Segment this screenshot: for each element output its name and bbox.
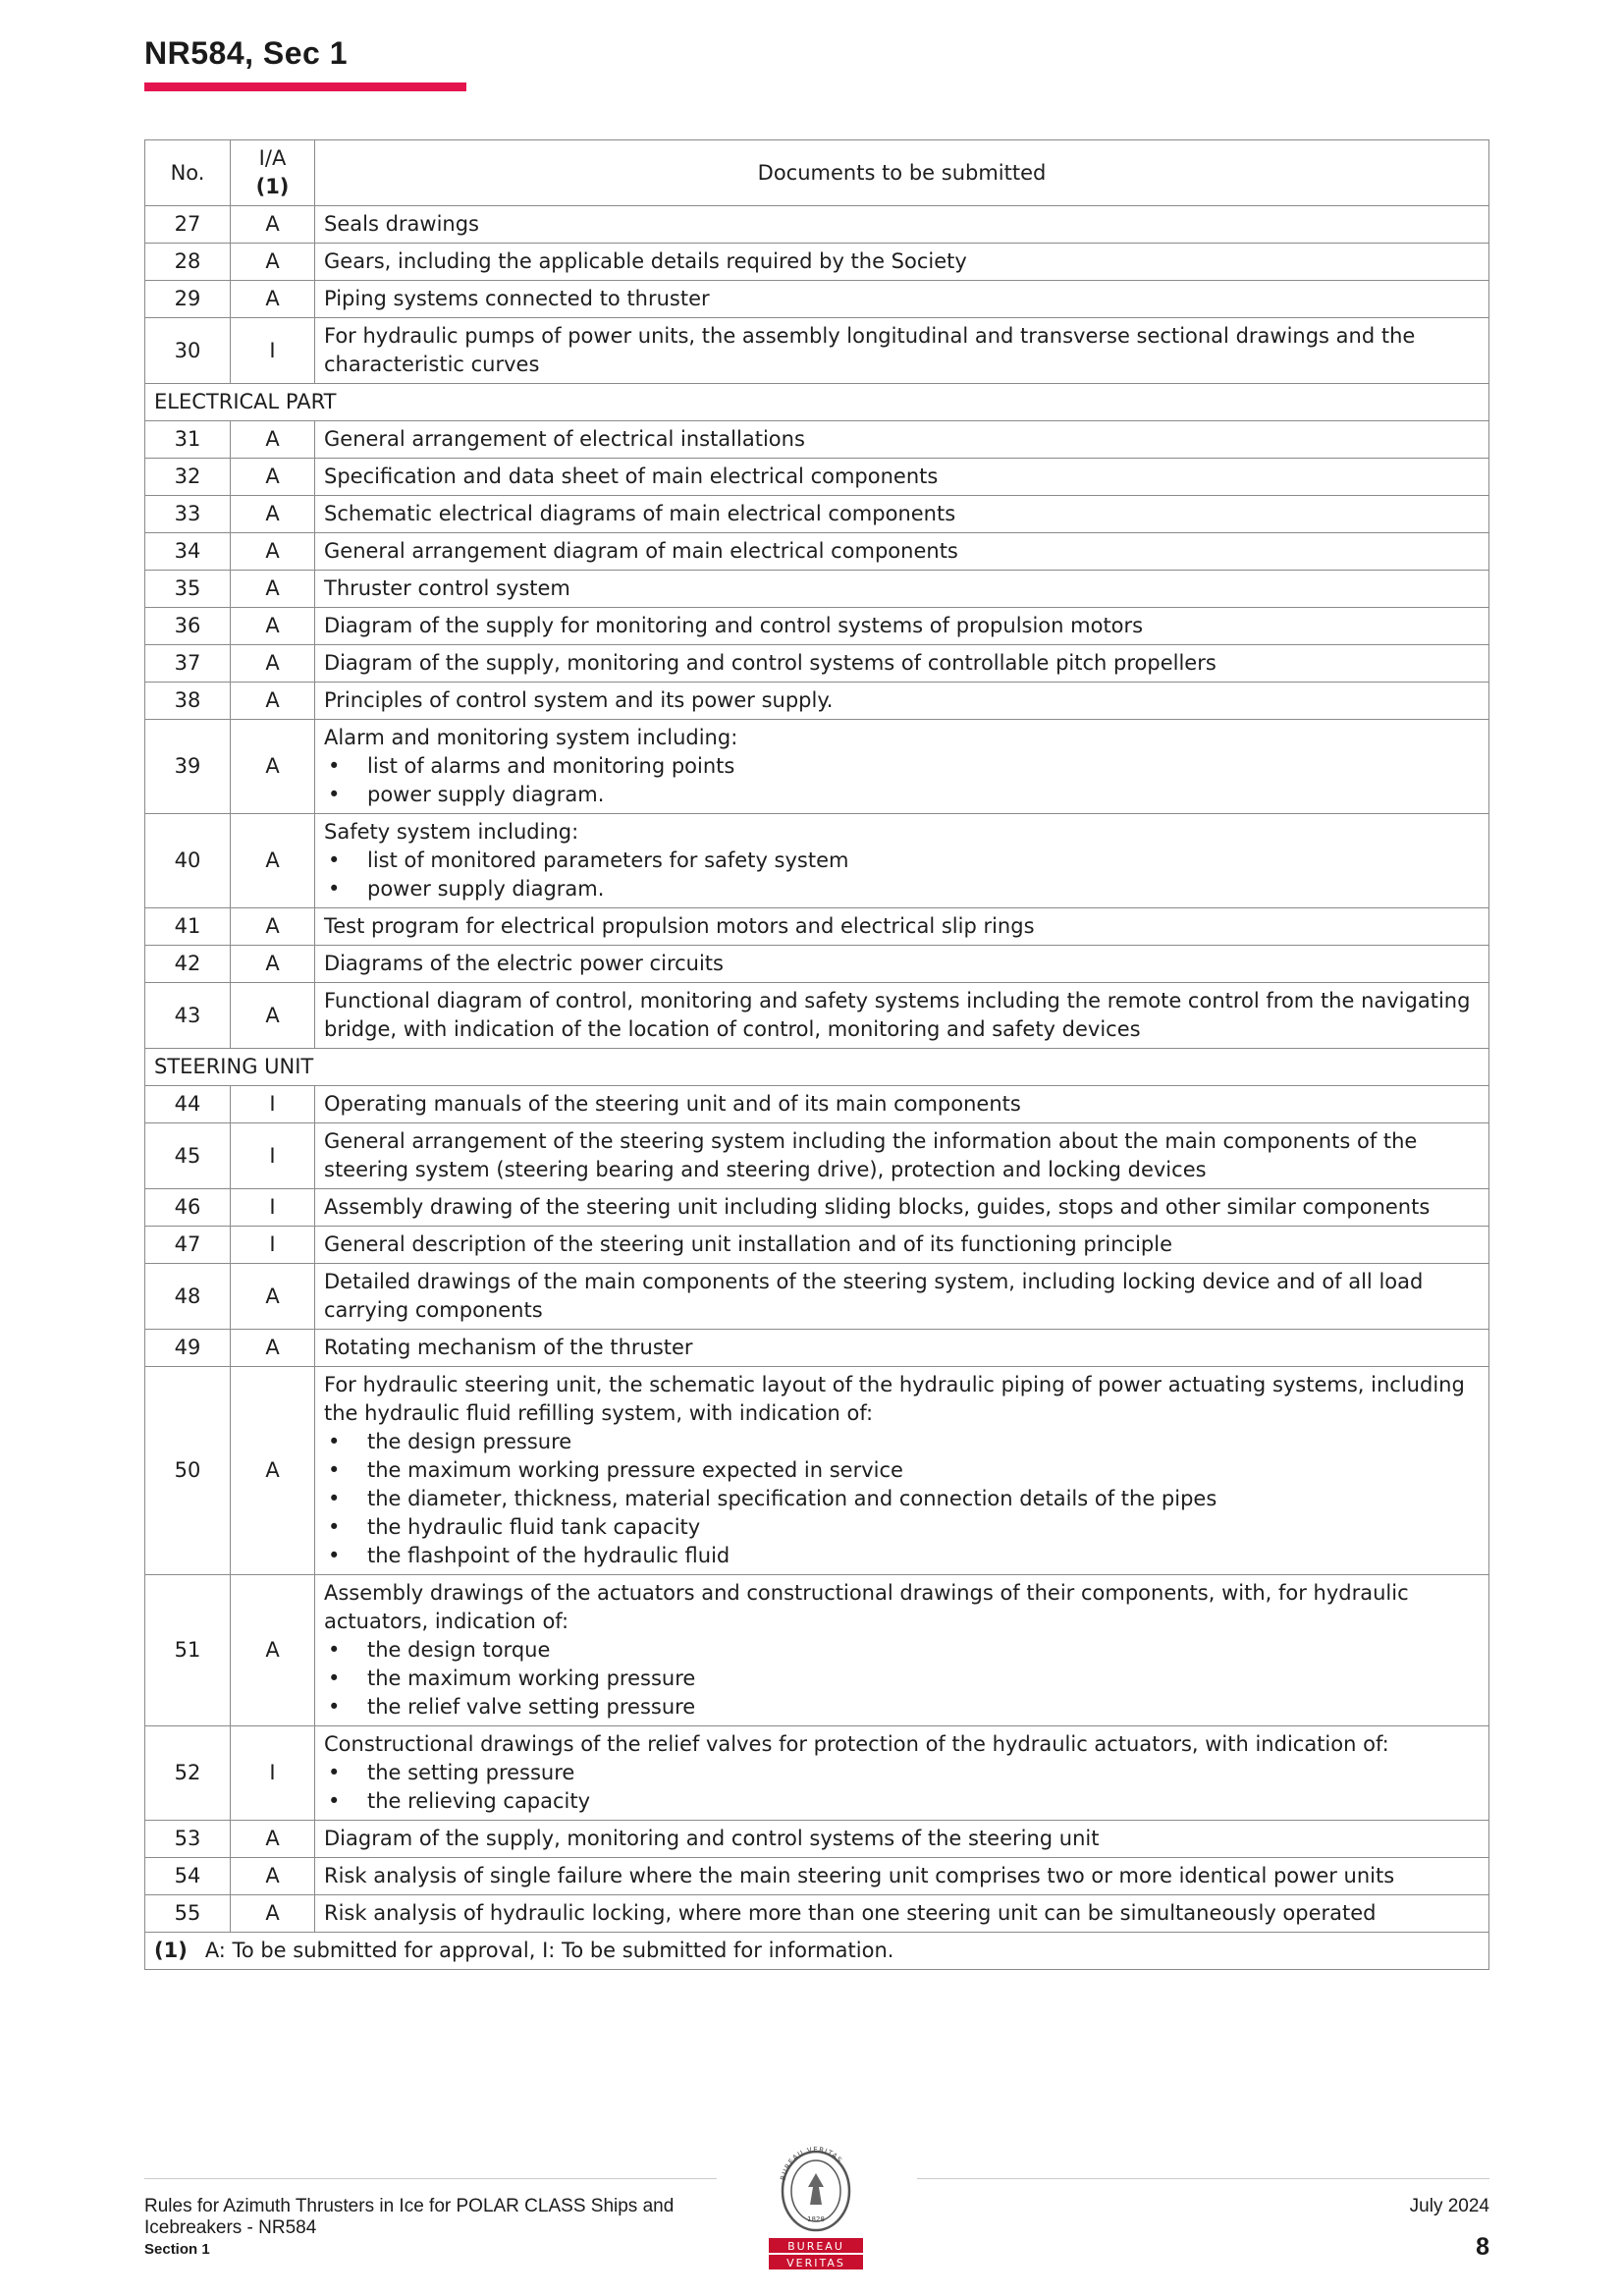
footer-book-title: Rules for Azimuth Thrusters in Ice for POLAR CLASS Ships and Icebreakers - NR584 [144, 2196, 675, 2238]
row-ia-code: I [231, 318, 315, 384]
document-text: Risk analysis of hydraulic locking, where more than one steering unit can be simultaneously operated [324, 1901, 1377, 1925]
bullet-item [324, 1787, 1480, 1816]
bullet-icon: • [328, 1638, 341, 1662]
row-ia-code: A [231, 1895, 315, 1933]
row-number: 47 [145, 1227, 231, 1264]
bullet-icon: • [328, 1695, 341, 1719]
row-document [315, 1189, 1489, 1227]
table-row [145, 1575, 1489, 1726]
row-number: 45 [145, 1123, 231, 1189]
document-text: General description of the steering unit installation and of its functioning principle [324, 1232, 1173, 1256]
bullet-icon: • [328, 1761, 341, 1784]
bullet-text: power supply diagram. [367, 783, 605, 806]
table-row [145, 571, 1489, 608]
row-number: 44 [145, 1086, 231, 1123]
row-ia-code: A [231, 645, 315, 683]
bullet-icon: • [328, 1430, 341, 1453]
bullet-icon: • [328, 783, 341, 806]
row-document [315, 1575, 1489, 1726]
header-accent-bar [144, 82, 466, 91]
bullet-text: the maximum working pressure [367, 1667, 696, 1690]
row-ia-code: A [231, 206, 315, 244]
row-document [315, 496, 1489, 533]
row-document [315, 459, 1489, 496]
document-text: Gears, including the applicable details required by the Society [324, 249, 967, 273]
footnote-text: A: To be submitted for approval, I: To be submitted for information. [204, 1939, 894, 1962]
row-document [315, 244, 1489, 281]
row-ia-code: A [231, 244, 315, 281]
document-text: Diagram of the supply, monitoring and control systems of the steering unit [324, 1827, 1100, 1850]
table-row [145, 720, 1489, 814]
row-number: 29 [145, 281, 231, 318]
logo-year: 1828 [807, 2215, 825, 2223]
row-number: 34 [145, 533, 231, 571]
table-row [145, 206, 1489, 244]
table-row [145, 1264, 1489, 1330]
table-row [145, 496, 1489, 533]
document-text: For hydraulic pumps of power units, the assembly longitudinal and transverse sectional drawings and the characteristic curves [324, 324, 1416, 376]
row-ia-code: A [231, 1264, 315, 1330]
row-number: 41 [145, 908, 231, 946]
bullet-item [324, 847, 1480, 875]
row-number: 46 [145, 1189, 231, 1227]
row-ia-code: A [231, 1367, 315, 1575]
row-ia-code: A [231, 720, 315, 814]
row-ia-code: I [231, 1227, 315, 1264]
bullet-item [324, 1428, 1480, 1456]
document-text: Rotating mechanism of the thruster [324, 1336, 693, 1359]
bullet-icon: • [328, 1789, 341, 1813]
row-document [315, 1367, 1489, 1575]
table-row [145, 1086, 1489, 1123]
row-document [315, 608, 1489, 645]
table-row [145, 814, 1489, 908]
table-header-row [145, 140, 1489, 206]
row-document [315, 683, 1489, 720]
table-row [145, 983, 1489, 1049]
section-heading: ELECTRICAL PART [145, 384, 1489, 421]
bullet-item [324, 752, 1480, 781]
row-ia-code: A [231, 496, 315, 533]
row-ia-code: A [231, 608, 315, 645]
table-row [145, 1858, 1489, 1895]
table-body [145, 206, 1489, 1933]
footer-section: Section 1 [144, 2241, 210, 2258]
table-row [145, 421, 1489, 459]
row-number: 36 [145, 608, 231, 645]
document-text: General arrangement diagram of main electrical components [324, 539, 958, 563]
row-ia-code: A [231, 683, 315, 720]
document-text: Constructional drawings of the relief valves for protection of the hydraulic actuators, with indication of: [324, 1732, 1389, 1756]
row-number: 38 [145, 683, 231, 720]
row-number: 37 [145, 645, 231, 683]
document-text: Principles of control system and its power supply. [324, 688, 834, 712]
row-document [315, 318, 1489, 384]
section-row [145, 384, 1489, 421]
document-text: Thruster control system [324, 576, 570, 600]
footer-divider-left [144, 2178, 717, 2179]
row-document [315, 645, 1489, 683]
row-number: 32 [145, 459, 231, 496]
document-text: Piping systems connected to thruster [324, 287, 710, 310]
row-number: 43 [145, 983, 231, 1049]
table-row [145, 1367, 1489, 1575]
table-row [145, 1330, 1489, 1367]
header-ia-note: (1) [255, 175, 290, 198]
table-row [145, 244, 1489, 281]
row-document [315, 1858, 1489, 1895]
row-number: 31 [145, 421, 231, 459]
row-ia-code: A [231, 459, 315, 496]
row-number: 39 [145, 720, 231, 814]
document-text: Alarm and monitoring system including: [324, 726, 738, 749]
row-number: 50 [145, 1367, 231, 1575]
row-document [315, 571, 1489, 608]
table-row [145, 1821, 1489, 1858]
header-ia-label: I/A [258, 146, 287, 170]
document-text: Diagram of the supply, monitoring and control systems of controllable pitch propellers [324, 651, 1216, 675]
table-row [145, 1726, 1489, 1821]
document-text: General arrangement of electrical installations [324, 427, 805, 451]
bullet-item [324, 781, 1480, 809]
row-ia-code: A [231, 946, 315, 983]
bullet-text: the relief valve setting pressure [367, 1695, 696, 1719]
bullet-text: the flashpoint of the hydraulic fluid [367, 1544, 730, 1567]
row-ia-code: A [231, 533, 315, 571]
row-number: 51 [145, 1575, 231, 1726]
bullet-text: the setting pressure [367, 1761, 575, 1784]
bullet-item [324, 1456, 1480, 1485]
table-row [145, 645, 1489, 683]
bullet-text: the maximum working pressure expected in service [367, 1458, 903, 1482]
row-number: 27 [145, 206, 231, 244]
document-text: Diagrams of the electric power circuits [324, 952, 724, 975]
bullet-item [324, 1485, 1480, 1513]
row-number: 40 [145, 814, 231, 908]
footnote-cell [145, 1933, 1489, 1970]
row-number: 49 [145, 1330, 231, 1367]
document-text: Safety system including: [324, 820, 579, 844]
row-number: 48 [145, 1264, 231, 1330]
logo-figure-icon [808, 2173, 824, 2205]
logo-word-1: BUREAU [787, 2240, 844, 2253]
documents-table [144, 139, 1489, 1970]
section-row [145, 1049, 1489, 1086]
table-row [145, 281, 1489, 318]
bullet-item [324, 1636, 1480, 1665]
table-row [145, 683, 1489, 720]
row-document [315, 1895, 1489, 1933]
row-document [315, 1330, 1489, 1367]
document-text: Seals drawings [324, 212, 479, 236]
row-ia-code: I [231, 1086, 315, 1123]
row-ia-code: A [231, 1821, 315, 1858]
row-number: 54 [145, 1858, 231, 1895]
row-document [315, 206, 1489, 244]
document-text: Diagram of the supply for monitoring and control systems of propulsion motors [324, 614, 1144, 637]
document-text: For hydraulic steering unit, the schematic layout of the hydraulic piping of power actuating systems, including the hydraulic fluid refilling system, with indication of: [324, 1373, 1465, 1425]
row-document [315, 533, 1489, 571]
row-ia-code: I [231, 1123, 315, 1189]
bureau-veritas-logo [767, 2144, 865, 2275]
row-number: 52 [145, 1726, 231, 1821]
row-ia-code: A [231, 983, 315, 1049]
table-row [145, 1227, 1489, 1264]
table-row [145, 908, 1489, 946]
row-ia-code: I [231, 1189, 315, 1227]
header-no: No. [145, 140, 231, 206]
row-ia-code: A [231, 1858, 315, 1895]
page-title: NR584, Sec 1 [144, 35, 349, 71]
bullet-icon: • [328, 877, 341, 901]
bullet-icon: • [328, 1667, 341, 1690]
row-ia-code: A [231, 571, 315, 608]
table-row [145, 1123, 1489, 1189]
row-ia-code: A [231, 1575, 315, 1726]
document-text: Risk analysis of single failure where the main steering unit comprises two or more identical power units [324, 1864, 1395, 1887]
page-number: 8 [1476, 2233, 1489, 2261]
table-row [145, 608, 1489, 645]
bullet-icon: • [328, 848, 341, 872]
row-number: 33 [145, 496, 231, 533]
footer-divider-right [917, 2178, 1489, 2179]
header-documents: Documents to be submitted [315, 140, 1489, 206]
footnote-mark: (1) [154, 1939, 188, 1962]
bullet-text: list of monitored parameters for safety system [367, 848, 849, 872]
row-document [315, 1264, 1489, 1330]
row-document [315, 983, 1489, 1049]
row-document [315, 1227, 1489, 1264]
table-row [145, 946, 1489, 983]
table-row [145, 533, 1489, 571]
row-document [315, 281, 1489, 318]
row-document [315, 908, 1489, 946]
row-number: 53 [145, 1821, 231, 1858]
table-row [145, 459, 1489, 496]
row-ia-code: A [231, 421, 315, 459]
bullet-text: power supply diagram. [367, 877, 605, 901]
footer-date: July 2024 [1409, 2196, 1489, 2216]
document-text: Assembly drawings of the actuators and constructional drawings of their components, with, for hydraulic actuators, indication of: [324, 1581, 1409, 1633]
row-number: 55 [145, 1895, 231, 1933]
bullet-icon: • [328, 1487, 341, 1510]
logo-arc-text: BUREAU VERITAS [779, 2145, 844, 2182]
table-row [145, 1189, 1489, 1227]
row-ia-code: A [231, 281, 315, 318]
row-document [315, 1726, 1489, 1821]
page-header [144, 35, 348, 72]
bullet-icon: • [328, 754, 341, 778]
document-text: Functional diagram of control, monitoring and safety systems including the remote control from the navigating bridge, with indication of the location of control, monitoring and safety devices [324, 989, 1471, 1041]
table-row [145, 1895, 1489, 1933]
row-ia-code: A [231, 814, 315, 908]
row-document [315, 421, 1489, 459]
bullet-text: the diameter, thickness, material specification and connection details of the pipes [367, 1487, 1217, 1510]
bullet-text: the design pressure [367, 1430, 572, 1453]
bullet-item [324, 875, 1480, 903]
bullet-text: list of alarms and monitoring points [367, 754, 735, 778]
table-row [145, 318, 1489, 384]
document-text: Specification and data sheet of main electrical components [324, 465, 939, 488]
row-document [315, 1123, 1489, 1189]
document-text: General arrangement of the steering system including the information about the main components of the steering system (steering bearing and steering drive), protection and locking devices [324, 1129, 1418, 1181]
row-document [315, 1821, 1489, 1858]
row-document [315, 814, 1489, 908]
bullet-text: the relieving capacity [367, 1789, 591, 1813]
document-text: Detailed drawings of the main components of the steering system, including locking device and of all load carrying components [324, 1270, 1424, 1322]
bullet-item [324, 1513, 1480, 1542]
document-text: Schematic electrical diagrams of main electrical components [324, 502, 956, 525]
bullet-item [324, 1665, 1480, 1693]
row-ia-code: A [231, 908, 315, 946]
row-document [315, 720, 1489, 814]
row-number: 28 [145, 244, 231, 281]
bullet-item [324, 1759, 1480, 1787]
row-number: 42 [145, 946, 231, 983]
footnote-row [145, 1933, 1489, 1970]
row-document [315, 946, 1489, 983]
bullet-icon: • [328, 1544, 341, 1567]
document-text: Test program for electrical propulsion motors and electrical slip rings [324, 914, 1035, 938]
header-ia [231, 140, 315, 206]
row-number: 30 [145, 318, 231, 384]
bullet-item [324, 1693, 1480, 1722]
row-document [315, 1086, 1489, 1123]
bullet-text: the design torque [367, 1638, 551, 1662]
logo-word-2: VERITAS [786, 2257, 845, 2269]
bullet-text: the hydraulic fluid tank capacity [367, 1515, 701, 1539]
bullet-icon: • [328, 1458, 341, 1482]
document-text: Assembly drawing of the steering unit including sliding blocks, guides, stops and other similar components [324, 1195, 1431, 1219]
bullet-icon: • [328, 1515, 341, 1539]
bullet-item [324, 1542, 1480, 1570]
row-number: 35 [145, 571, 231, 608]
section-heading: STEERING UNIT [145, 1049, 1489, 1086]
row-ia-code: I [231, 1726, 315, 1821]
document-text: Operating manuals of the steering unit and of its main components [324, 1092, 1021, 1116]
row-ia-code: A [231, 1330, 315, 1367]
